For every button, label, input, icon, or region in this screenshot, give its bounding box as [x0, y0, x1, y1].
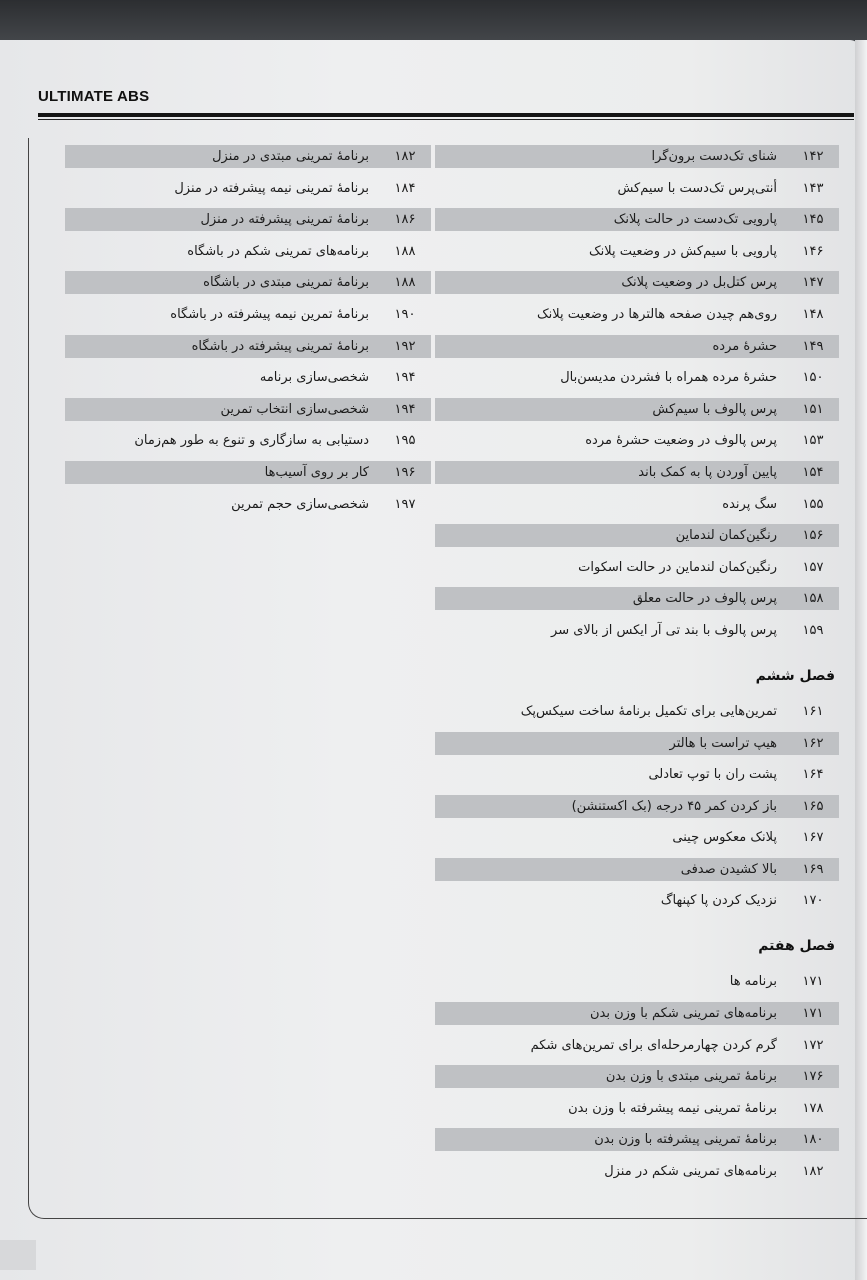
toc-entry-title: باز کردن کمر ۴۵ درجه (بک اکستنشن)	[571, 798, 777, 814]
header-rule-thin	[38, 119, 854, 120]
toc-entry	[435, 208, 839, 231]
toc-entry-title: أنتی‌پرس تک‌دست با سیم‌کش	[617, 180, 777, 196]
toc-page-number: ۱۸۲	[394, 149, 416, 164]
toc-page-number: ۱۷۲	[802, 1037, 824, 1053]
toc-entry	[65, 240, 431, 263]
toc-entry-title: شخصی‌سازی برنامه	[259, 370, 369, 386]
toc-page-number: ۱۹۲	[394, 338, 416, 354]
toc-entry	[435, 970, 839, 993]
toc-entry-title: نزدیک کردن پا کپنهاگ	[660, 893, 777, 909]
toc-entry-title: برنامه‌های تمرینی شکم با وزن بدن	[589, 1006, 777, 1022]
toc-entry	[65, 493, 431, 516]
toc-entry	[435, 398, 839, 421]
toc-page-number: ۱۶۱	[802, 703, 824, 719]
toc-page-number: ۱۵۳	[802, 433, 824, 449]
toc-entry-title: دستیابی به سازگاری و تنوع به طور هم‌زمان	[134, 433, 369, 449]
toc-entry-title: رنگین‌کمان لندماین	[675, 528, 777, 544]
toc-entry	[435, 303, 839, 326]
toc-entry-title: روی‌هم چیدن صفحه هالترها در وضعیت پلانک	[537, 306, 777, 322]
toc-page-number: ۱۶۴	[802, 767, 824, 783]
toc-page-number: ۱۹۴	[394, 370, 416, 386]
toc-entry	[65, 208, 431, 231]
toc-page-number: ۱۹۷	[394, 496, 416, 512]
toc-entry	[435, 177, 839, 200]
toc-entry	[435, 732, 839, 755]
toc-entry-title: رنگین‌کمان لندماین در حالت اسکوات	[578, 559, 777, 575]
toc-entry-title: هیپ تراست با هالتر	[669, 735, 777, 751]
toc-page-number: ۱۵۶	[802, 528, 824, 544]
toc-entry	[65, 429, 431, 452]
toc-page-number: ۱۵۷	[802, 559, 824, 575]
toc-page-number: ۱۸۲	[802, 1164, 824, 1180]
toc-page-number: ۱۷۰	[802, 893, 824, 909]
toc-entry-title: پرس پالوف با بند تی آر ایکس از بالای سر	[551, 622, 777, 638]
toc-entry-title: شخصی‌سازی حجم تمرین	[231, 496, 369, 512]
toc-entry	[435, 1065, 839, 1088]
toc-entry	[65, 398, 431, 421]
toc-page-number: ۱۵۴	[802, 464, 824, 480]
toc-entry	[435, 1002, 839, 1025]
toc-entry-title: حشرهٔ مرده همراه با فشردن مدیسن‌بال	[560, 370, 777, 386]
toc-entry-title: پرس پالوف با سیم‌کش	[652, 401, 777, 417]
toc-entry	[435, 271, 839, 294]
toc-entry	[65, 145, 431, 168]
toc-entry	[435, 366, 839, 389]
toc-entry	[65, 366, 431, 389]
toc-entry	[435, 858, 839, 881]
toc-entry-title: شنای تک‌دست برون‌گرا	[651, 149, 777, 164]
header-rule-thick	[38, 113, 854, 117]
toc-entry-title: سگ پرنده	[722, 496, 777, 512]
toc-page-number: ۱۵۹	[802, 622, 824, 638]
toc-page-number: ۱۴۵	[802, 212, 824, 228]
toc-page-number: ۱۶۷	[802, 830, 824, 846]
toc-entry-title: برنامهٔ تمرینی مبتدی با وزن بدن	[605, 1069, 777, 1085]
toc-entry-title: پارویی با سیم‌کش در وضعیت پلانک	[588, 243, 777, 259]
toc-entry-title: کار بر روی آسیب‌ها	[264, 464, 369, 480]
toc-page-number: ۱۷۶	[802, 1069, 824, 1085]
toc-page-number: ۱۴۷	[802, 275, 824, 291]
toc-entry-title: پرس پالوف در وضعیت حشرهٔ مرده	[585, 433, 777, 449]
toc-entry-title: حشرهٔ مرده	[712, 338, 777, 354]
toc-entry	[65, 271, 431, 294]
toc-page-number: ۱۵۰	[802, 370, 824, 386]
toc-entry	[435, 587, 839, 610]
toc-entry-title: برنامهٔ تمرینی پیشرفته در باشگاه	[191, 338, 369, 354]
toc-page-number: ۱۷۸	[802, 1100, 824, 1116]
toc-page-number: ۱۵۸	[802, 591, 824, 607]
toc-column-left	[65, 145, 431, 524]
toc-entry-title: پرس کتل‌بل در وضعیت پلانک	[621, 275, 777, 291]
toc-entry-title: برنامه‌های تمرینی شکم در منزل	[604, 1164, 777, 1180]
toc-entry-title: گرم کردن چهارمرحله‌ای برای تمرین‌های شکم	[530, 1037, 777, 1053]
toc-page-number: ۱۸۸	[394, 275, 416, 291]
toc-page-number: ۱۷۱	[802, 974, 824, 990]
toc-entry	[65, 461, 431, 484]
toc-entry-title: برنامهٔ تمرینی پیشرفته در منزل	[200, 212, 369, 228]
toc-page-number: ۱۶۹	[802, 861, 824, 877]
toc-page-number: ۱۹۶	[394, 464, 416, 480]
toc-page-number: ۱۴۲	[802, 149, 824, 164]
toc-page-number: ۱۴۳	[802, 180, 824, 196]
toc-entry	[435, 1160, 839, 1183]
toc-entry	[435, 1034, 839, 1057]
toc-entry-title: برنامهٔ تمرینی مبتدی در منزل	[212, 149, 369, 164]
toc-entry	[435, 763, 839, 786]
toc-column-right	[435, 145, 839, 1192]
toc-entry	[435, 889, 839, 912]
toc-entry-title: پلانک معکوس چینی	[672, 830, 777, 846]
toc-group-chapter5-continued	[435, 145, 839, 642]
toc-entry	[435, 556, 839, 579]
toc-page-number: ۱۸۶	[394, 212, 416, 228]
toc-entry-title: پرس پالوف در حالت معلق	[632, 591, 777, 607]
toc-entry-title: برنامهٔ تمرینی نیمه پیشرفته در منزل	[174, 180, 369, 196]
toc-page-number: ۱۸۰	[802, 1132, 824, 1148]
toc-entry-title: برنامهٔ تمرین نیمه پیشرفته در باشگاه	[170, 306, 369, 322]
toc-entry	[435, 335, 839, 358]
toc-entry	[435, 700, 839, 723]
toc-page-number: ۱۹۰	[394, 306, 416, 322]
toc-page-number: ۱۴۶	[802, 243, 824, 259]
toc-entry-title: شخصی‌سازی انتخاب تمرین	[220, 401, 369, 417]
toc-entry-title: برنامه ها	[729, 974, 777, 990]
toc-page-number: ۱۵۵	[802, 496, 824, 512]
toc-page-number: ۱۸۸	[394, 243, 416, 259]
toc-page-number: ۱۴۹	[802, 338, 824, 354]
toc-entry	[435, 240, 839, 263]
chapter-heading-6: فصل ششم	[755, 667, 835, 684]
toc-entry	[435, 826, 839, 849]
toc-entry	[435, 429, 839, 452]
toc-entry-title: پایین آوردن پا به کمک باند	[638, 464, 777, 480]
toc-entry	[435, 1097, 839, 1120]
toc-page-number: ۱۹۵	[394, 433, 416, 449]
toc-entry	[435, 619, 839, 642]
toc-entry	[65, 303, 431, 326]
toc-entry-title: برنامهٔ تمرینی پیشرفته با وزن بدن	[594, 1132, 777, 1148]
toc-page-number: ۱۶۲	[802, 735, 824, 751]
toc-page-number: ۱۴۸	[802, 306, 824, 322]
toc-entry-title: پشت ران با توپ تعادلی	[648, 767, 777, 783]
toc-page-number: ۱۶۵	[802, 798, 824, 814]
toc-group-chapter6	[435, 700, 839, 913]
toc-page-number: ۱۵۱	[802, 401, 824, 417]
toc-entry-title: برنامهٔ تمرینی مبتدی در باشگاه	[203, 275, 369, 291]
toc-entry	[65, 177, 431, 200]
toc-group-left	[65, 145, 431, 516]
toc-group-chapter7	[435, 970, 839, 1183]
toc-entry	[435, 461, 839, 484]
toc-entry	[435, 1128, 839, 1151]
toc-entry	[435, 795, 839, 818]
toc-entry	[435, 145, 839, 168]
toc-entry	[435, 493, 839, 516]
toc-entry-title: تمرین‌هایی برای تکمیل برنامهٔ ساخت سیکس‌پک	[520, 703, 777, 719]
page-corner-mark	[0, 1240, 36, 1270]
toc-entry	[435, 524, 839, 547]
toc-page-number: ۱۷۱	[802, 1006, 824, 1022]
toc-page-number: ۱۹۴	[394, 401, 416, 417]
chapter-heading-7: فصل هفتم	[758, 938, 835, 955]
running-header-title: ULTIMATE ABS	[38, 88, 150, 105]
toc-entry-title: برنامهٔ تمرینی نیمه پیشرفته با وزن بدن	[568, 1100, 777, 1116]
toc-entry-title: بالا کشیدن صدفی	[680, 861, 777, 877]
toc-entry-title: برنامه‌های تمرینی شکم در باشگاه	[187, 243, 369, 259]
toc-entry-title: پارویی تک‌دست در حالت پلانک	[613, 212, 777, 228]
toc-page-number: ۱۸۴	[394, 180, 416, 196]
toc-entry	[65, 335, 431, 358]
